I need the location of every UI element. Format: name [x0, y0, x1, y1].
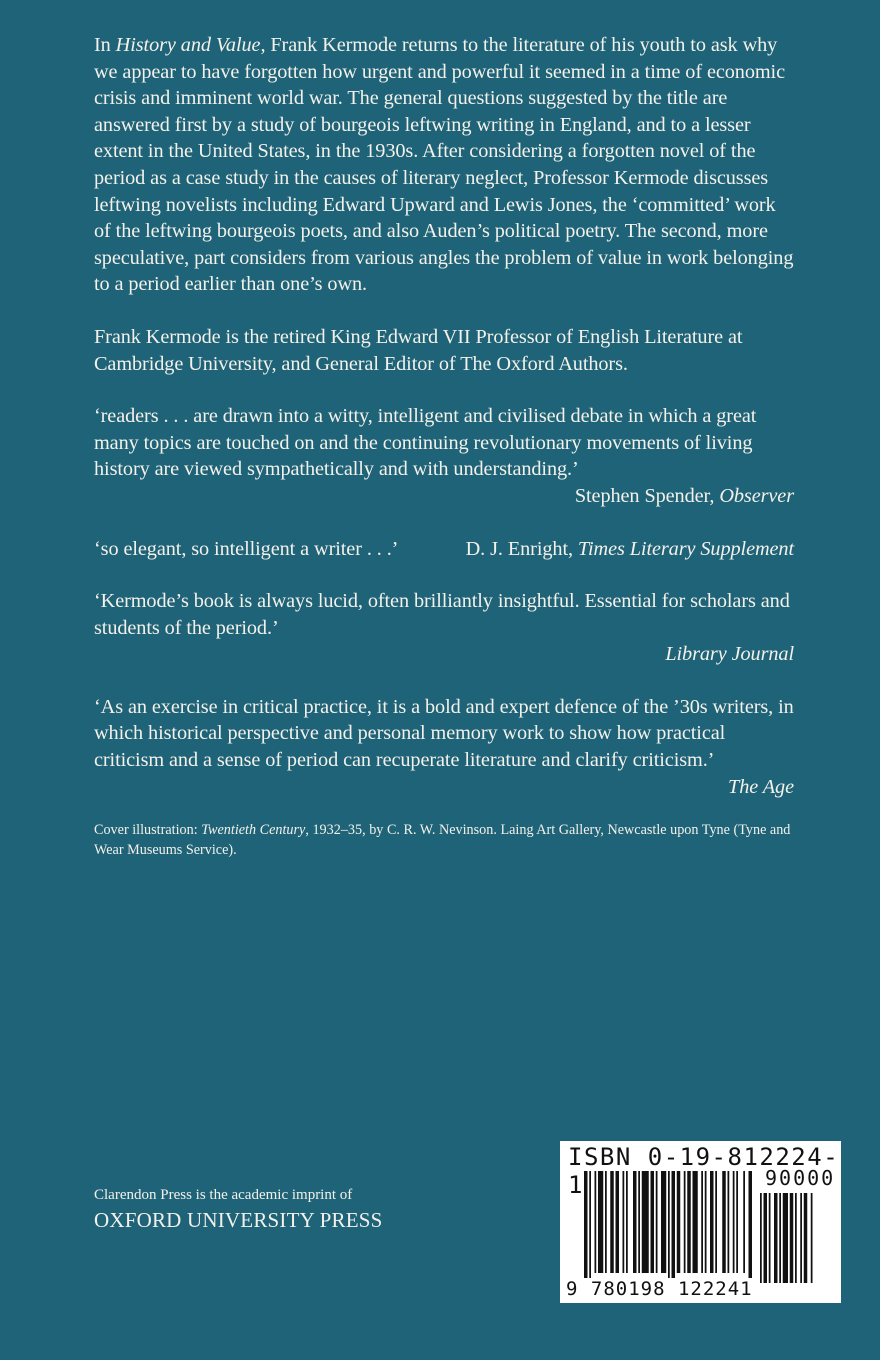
barcode-bar — [774, 1193, 778, 1283]
review-attribution: D. J. Enright, Times Literary Supplement — [465, 537, 794, 560]
barcode-bar — [804, 1193, 808, 1283]
barcode-bar — [811, 1193, 813, 1283]
review-quote: ‘As an exercise in critical practice, it is a bold and expert defence of the ’30s writers, in which historical perspective and personal memory work to show how practical criticism and a sense of period can recuperate literature and clarify criticism.’ — [94, 695, 794, 772]
barcode-bar — [790, 1193, 794, 1283]
barcode-bar — [760, 1193, 762, 1283]
isbn-label: ISBN 0-19-812224-1 — [568, 1143, 840, 1199]
author-bio: Frank Kermode is the retired King Edward VII Professor of English Literature at Cambridge University, and General Editor of The Oxford Authors. — [94, 325, 743, 375]
barcode-bar — [764, 1193, 768, 1283]
barcode-bar — [769, 1193, 771, 1283]
review-quote: ‘Kermode’s book is always lucid, often brilliantly insightful. Essential for scholars and students of the period.’ — [94, 590, 790, 639]
review-attribution: Stephen Spender, Observer — [574, 484, 794, 507]
review-enright — [94, 536, 794, 563]
review-attribution: The Age — [728, 775, 794, 798]
cover-illustration-credit: Cover illustration: Twentieth Century, 1932–35, by C. R. W. Nevinson. Laing Art Gallery, Newcastle upon Tyne (Tyne and Wear Museums Service). — [94, 822, 791, 859]
review-attribution: Library Journal — [665, 643, 794, 666]
barcode-bar — [779, 1193, 781, 1283]
barcode-bar — [795, 1193, 797, 1283]
review-quote: ‘so elegant, so intelligent a writer . . .’ — [94, 537, 399, 560]
isbn-barcode — [560, 1141, 841, 1303]
review-quote: ‘readers . . . are drawn into a witty, intelligent and civilised debate in which a great many topics are touched on and the continuing revolutionary movements of living history are viewed sympathetically and with understanding.’ — [94, 405, 757, 481]
price-addon: 90000 — [765, 1166, 836, 1190]
barcode-bar — [800, 1193, 802, 1283]
review-spender — [94, 403, 794, 509]
ean-number: 9 780198 122241 — [566, 1278, 753, 1300]
review-the-age — [94, 694, 794, 800]
publisher-imprint — [94, 1185, 383, 1233]
back-cover-text — [94, 32, 794, 874]
book-title: History and Value — [115, 34, 261, 56]
imprint-statement: Clarendon Press is the academic imprint of — [94, 1187, 353, 1203]
barcode-bar — [783, 1193, 788, 1283]
publisher-name: OXFORD UNIVERSITY PRESS — [94, 1208, 383, 1232]
description-paragraph: In History and Value, Frank Kermode returns to the literature of his youth to ask why we appear to have forgotten how urgent and powerful it seemed in a time of economic crisis and imminent world war. The general questions suggested by the title are answered first by a study of bourgeois leftwing writing in England, and to a lesser extent in the United States, in the 1930s. After considering a forgotten novel of the period as a case study in the causes of literary neglect, Professor Kermode discusses leftwing novelists including Edward Upward and Lewis Jones, the ‘committed’ work of the leftwing bourgeois poets, and also Auden’s political poetry. The second, more speculative, part considers from various angles the problem of value in work belonging to a period earlier than one’s own. — [94, 34, 794, 296]
review-library-journal — [94, 588, 794, 668]
